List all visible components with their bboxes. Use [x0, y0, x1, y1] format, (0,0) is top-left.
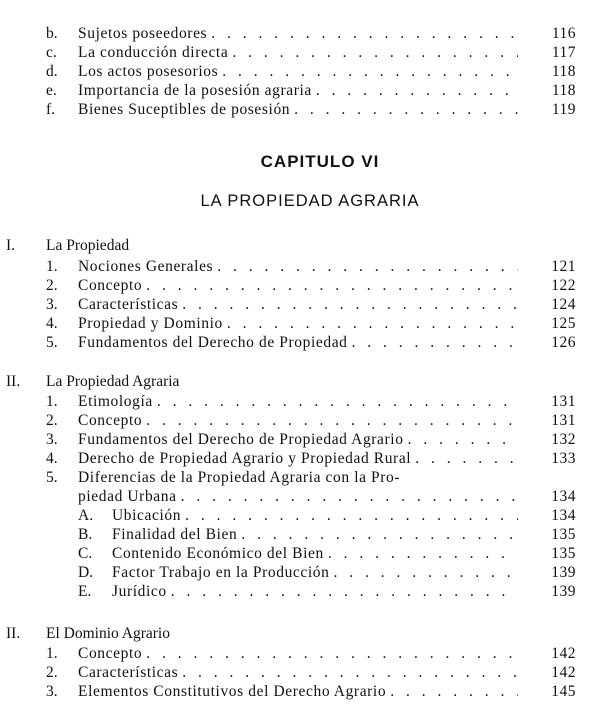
entry-label: 5. [46, 334, 58, 351]
entry-label: 2. [46, 277, 58, 294]
leader-dots [404, 430, 518, 450]
entry-text: Fundamentos del Derecho de Propiedad Agrario [78, 431, 404, 448]
entry-text: Fundamentos del Derecho de Propiedad [78, 334, 348, 351]
toc-entry [0, 62, 600, 82]
leader-dots [237, 525, 518, 545]
leader-dots [411, 449, 518, 469]
entry-text: Factor Trabajo en la Producción [112, 564, 330, 581]
leader-dots [207, 24, 518, 44]
leader-dots [142, 276, 518, 296]
part-number: II. [6, 373, 21, 390]
leader-dots [177, 487, 518, 507]
entry-label: 2. [46, 664, 58, 681]
entry-text: Derecho de Propiedad Agrario y Propiedad Rural [78, 450, 412, 467]
entry-page: 122 [551, 277, 576, 294]
entry-label: f. [46, 101, 56, 118]
toc-entry [0, 544, 600, 564]
entry-label: 3. [46, 296, 58, 313]
entry-page: 133 [551, 450, 576, 467]
entry-page: 142 [551, 664, 576, 681]
toc-entry [0, 582, 600, 602]
entry-page: 119 [551, 101, 576, 118]
toc-entry [0, 100, 600, 120]
entry-text: Etimología [78, 393, 153, 410]
entry-label: d. [46, 63, 58, 80]
toc-entry [0, 644, 600, 664]
entry-page: 135 [551, 526, 576, 543]
leader-dots [178, 295, 518, 315]
leader-dots [181, 506, 518, 526]
part-number: I. [6, 237, 16, 254]
entry-page: 131 [551, 393, 576, 410]
toc-entry [0, 24, 600, 44]
leader-dots [324, 544, 518, 564]
entry-label: B. [78, 526, 93, 543]
toc-entry [0, 43, 600, 63]
leader-dots [223, 314, 518, 334]
toc-entry [0, 506, 600, 526]
entry-text: piedad Urbana [78, 488, 177, 505]
entry-label: c. [46, 44, 57, 61]
toc-entry [0, 411, 600, 431]
entry-label: 4. [46, 315, 58, 332]
entry-label: 1. [46, 258, 58, 275]
toc-entry [0, 682, 600, 702]
toc-entry [0, 663, 600, 683]
leader-dots [142, 644, 518, 664]
entry-label: b. [46, 25, 58, 42]
entry-page: 117 [551, 44, 576, 61]
leader-dots [329, 563, 518, 583]
toc-entry [0, 392, 600, 412]
entry-label: 3. [46, 431, 58, 448]
entry-text: Ubicación [112, 507, 182, 524]
entry-label: 4. [46, 450, 58, 467]
entry-label: A. [78, 507, 94, 524]
entry-page: 131 [551, 412, 576, 429]
leader-dots [142, 411, 518, 431]
entry-label: 1. [46, 393, 58, 410]
entry-text: Concepto [78, 277, 143, 294]
leader-dots [312, 81, 518, 101]
part-title: La Propiedad [46, 237, 130, 254]
entry-text: Diferencias de la Propiedad Agraria con la Pro- [78, 469, 401, 486]
entry-page: 116 [551, 25, 576, 42]
toc-entry [0, 295, 600, 315]
entry-text: Finalidad del Bien [112, 526, 238, 543]
entry-text: Nociones Generales [78, 258, 214, 275]
entry-page: 118 [551, 63, 576, 80]
toc-entry [0, 525, 600, 545]
entry-label: D. [78, 564, 94, 581]
entry-label: e. [46, 82, 57, 99]
entry-page: 142 [551, 645, 576, 662]
leader-dots [290, 100, 518, 120]
toc-entry [0, 563, 600, 583]
entry-text: Propiedad y Dominio [78, 315, 223, 332]
entry-page: 132 [551, 431, 576, 448]
entry-text: Contenido Económico del Bien [112, 545, 324, 562]
leader-dots [178, 663, 518, 683]
leader-dots [167, 582, 518, 602]
toc-entry [0, 81, 600, 101]
entry-text: Bienes Suceptibles de posesión [78, 101, 291, 118]
entry-text: Características [78, 296, 179, 313]
toc-entry [0, 487, 600, 507]
leader-dots [348, 333, 518, 353]
toc-entry [0, 449, 600, 469]
entry-label: C. [78, 545, 93, 562]
entry-label: 2. [46, 412, 58, 429]
entry-page: 135 [551, 545, 576, 562]
entry-page: 124 [551, 296, 576, 313]
entry-label: 1. [46, 645, 58, 662]
entry-text: Jurídico [112, 583, 167, 600]
entry-text: Importancia de la posesión agraria [78, 82, 312, 99]
entry-page: 126 [551, 334, 576, 351]
part-title: La Propiedad Agraria [46, 373, 180, 390]
entry-text: Concepto [78, 645, 143, 662]
chapter-label: CAPITULO VI [260, 152, 380, 171]
entry-label: 3. [46, 683, 58, 700]
entry-text: Los actos posesorios [78, 63, 219, 80]
toc-entry [0, 468, 600, 488]
toc-entry [0, 314, 600, 334]
entry-text: Elementos Constitutivos del Derecho Agrario [78, 683, 387, 700]
chapter-title: LA PROPIEDAD AGRARIA [200, 192, 420, 210]
part-number: II. [6, 625, 21, 642]
entry-text: Sujetos poseedores [78, 25, 208, 42]
leader-dots [218, 62, 518, 82]
entry-text: Características [78, 664, 179, 681]
leader-dots [213, 257, 518, 277]
entry-label: 5. [46, 469, 58, 486]
entry-label: E. [78, 583, 92, 600]
entry-page: 125 [551, 315, 576, 332]
leader-dots [153, 392, 518, 412]
part-title: El Dominio Agrario [46, 625, 170, 642]
entry-text: La conducción directa [78, 44, 229, 61]
leader-dots [228, 43, 518, 63]
entry-page: 134 [551, 488, 576, 505]
entry-page: 145 [551, 683, 576, 700]
toc-entry [0, 430, 600, 450]
entry-page: 118 [551, 82, 576, 99]
entry-page: 139 [551, 583, 576, 600]
toc-entry [0, 257, 600, 277]
entry-page: 134 [551, 507, 576, 524]
toc-entry [0, 276, 600, 296]
leader-dots [386, 682, 518, 702]
entry-page: 139 [551, 564, 576, 581]
toc-entry [0, 333, 600, 353]
entry-text: Concepto [78, 412, 143, 429]
entry-page: 121 [551, 258, 576, 275]
